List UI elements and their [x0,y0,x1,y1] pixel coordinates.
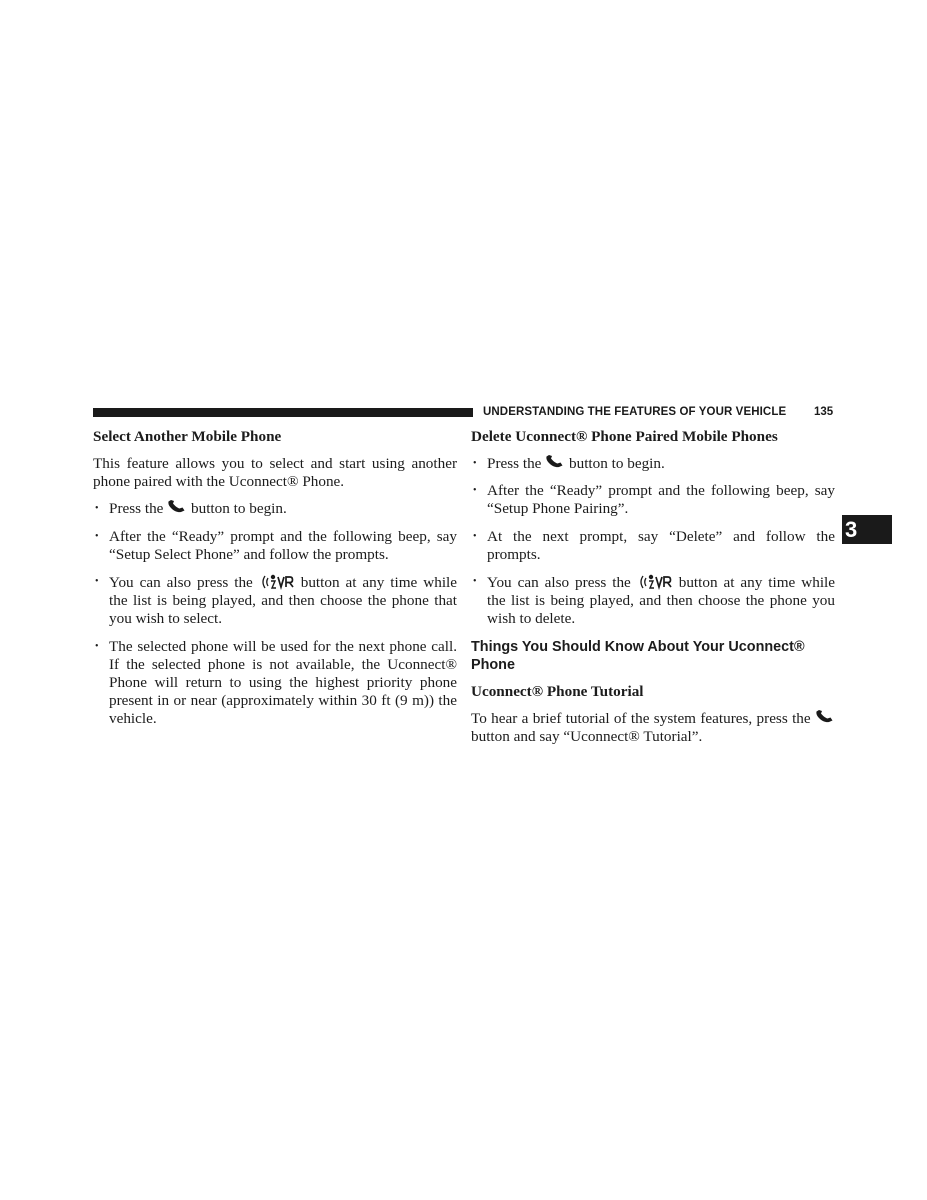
left-column [93,428,457,729]
section-heading-things-to-know: Things You Should Know About Your Uconnect® Phone [471,638,805,673]
list-item: • At the next prompt, say “Delete” and follow the prompts. [473,527,835,563]
voice-recognition-icon [261,573,295,591]
list-item: • The selected phone will be used for the next phone call. If the selected phone is not available, the Uconnect® Phone will return to using the highest priority phone present in or near (approximately within 30 ft (9 m)) the vehicle. [95,637,457,728]
subheading-tutorial: Uconnect® Phone Tutorial [471,682,644,700]
section-heading-delete-phones: Delete Uconnect® Phone Paired Mobile Phones [471,428,778,445]
bullet: • [95,576,99,588]
delete-phone-list [471,455,835,629]
bullet: • [473,458,477,469]
phone-icon [545,455,565,469]
chapter-tab: 3 [842,515,892,544]
phone-icon [815,710,835,724]
running-header: UNDERSTANDING THE FEATURES OF YOUR VEHICLE [483,406,787,418]
bullet: • [473,485,477,497]
bullet: • [95,503,99,515]
right-column [471,428,835,746]
bullet: • [95,530,99,542]
header-rule [93,408,473,417]
list-item: • Press the button to begin. [95,500,287,518]
list-item: • You can also press the button at any time while the list is being played, and then choose the phone that you wish to select. [95,574,457,628]
phone-icon [167,500,187,514]
page-number: 135 [814,406,834,418]
voice-recognition-icon [639,573,673,591]
section-heading-select-phone: Select Another Mobile Phone [93,428,282,445]
list-item: • Press the button to begin. [473,455,665,472]
intro-paragraph: This feature allows you to select and start using another phone paired with the Uconnect® Phone. [93,455,457,491]
list-item: • After the “Ready” prompt and the following beep, say “Setup Phone Pairing”. [473,482,835,518]
bullet: • [95,640,99,652]
bullet: • [473,576,477,588]
tutorial-paragraph: To hear a brief tutorial of the system features, press the button and say “Uconnect® Tutorial”. [471,710,835,746]
bullet: • [473,530,477,542]
list-item: • After the “Ready” prompt and the following beep, say “Setup Select Phone” and follow the prompts. [95,527,457,563]
select-phone-list [93,500,457,728]
list-item: • You can also press the button at any time while the list is being played, and then choose the phone you wish to delete. [473,574,835,628]
